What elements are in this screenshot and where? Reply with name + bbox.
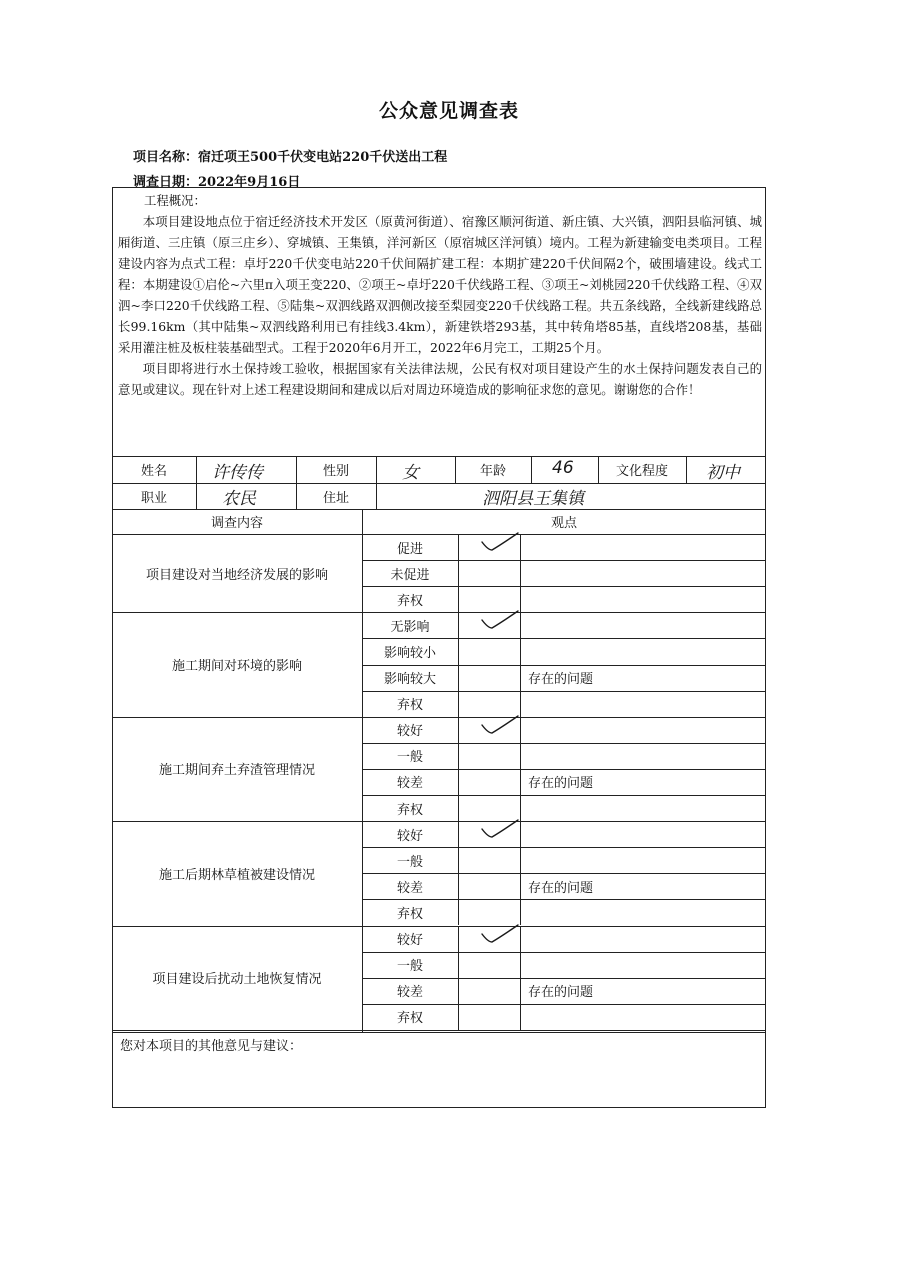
rule [531,456,532,483]
address-label: 住址 [322,490,349,506]
question-topic: 项目建设对当地经济发展的影响 [145,567,328,583]
name-value: 许传传 [212,463,263,483]
overview-paragraph-2: 项目即将进行水土保持竣工验收，根据国家有关法律法规，公民有权对项目建设产生的水土保持问题发表自己的意见或建议。现在针对上述工程建设期间和建成以后对周边环境造成的影响征求您的意见。谢谢您的合作！ [118,361,762,397]
issue-label: 存在的问题 [528,672,594,688]
other-opinions-label: 您对本项目的其他意见与建议： [120,1038,303,1054]
option-label: 较差 [396,880,423,896]
occupation-label: 职业 [140,490,167,506]
option-label: 影响较大 [383,672,436,688]
rule [112,483,766,484]
option-label: 一般 [396,750,423,766]
option-label: 较好 [396,724,423,740]
rule [112,1032,766,1033]
option-label: 一般 [396,854,423,870]
option-label: 无影响 [390,619,430,635]
option-label: 影响较小 [383,645,436,661]
option-label: 弃权 [396,1011,423,1027]
check-mark-icon [478,713,522,737]
header-content: 调查内容 [210,516,263,531]
rule [196,456,197,509]
issue-label: 存在的问题 [528,985,594,1001]
option-label: 较好 [396,828,423,844]
option-label: 较好 [396,933,423,949]
check-mark-icon [478,608,522,632]
option-label: 未促进 [390,567,430,583]
name-label: 姓名 [140,464,167,479]
rule [458,534,459,612]
option-label: 较差 [396,776,423,792]
rule [686,456,687,483]
option-label: 弃权 [396,593,423,609]
project-name: 项目名称：宿迁项王500千伏变电站220千伏送出工程 [133,150,448,165]
overview-heading: 工程概况： [144,193,206,208]
option-label: 较差 [396,985,423,1001]
option-label: 弃权 [396,698,423,714]
rule [112,1030,766,1031]
occupation-value: 农民 [222,489,256,509]
issue-label: 存在的问题 [528,880,594,896]
check-mark-icon [478,817,522,841]
question-topic: 施工期间对环境的影响 [171,658,302,674]
project-overview [118,190,762,400]
education-label: 文化程度 [615,464,668,479]
education-value: 初中 [706,463,740,483]
option-label: 一般 [396,959,423,975]
issue-label: 存在的问题 [528,776,594,792]
address-value: 泗阳县王集镇 [482,489,584,509]
age-label: 年龄 [479,464,506,479]
question-topic: 施工后期林草植被建设情况 [158,867,315,883]
question-topic: 项目建设后扰动土地恢复情况 [152,972,322,988]
header-opinion: 观点 [550,516,577,531]
check-mark-icon [478,922,522,946]
gender-label: 性别 [322,464,349,479]
check-mark-icon [478,530,522,554]
form-title: 公众意见调查表 [378,100,519,122]
overview-paragraph-1: 本项目建设地点位于宿迁经济技术开发区（原黄河街道）、宿豫区顺河街道、新庄镇、大兴镇，泗阳县临河镇、城厢街道、三庄镇（原三庄乡）、穿城镇、王集镇，洋河新区（原宿城区洋河镇）境内。工程为新建输变电类项目。工程建设内容为点式工程：卓圩220千伏变电站220千伏间隔扩建工程：本期扩建220千伏间隔2个，破围墙建设。线式工程：本期建设①启伦~六里π入项王变220、②项王~卓圩220千伏线路工程、③项王~刘桃园220千伏线路工程、④双泗~李口220千伏线路工程、⑤陆集~双泗线路双泗侧改接至梨园变220千伏线路工程。共五条线路，全线新建线路总长99.16km（其中陆集~双泗线路利用已有挂线3.4km），新建铁塔293基，其中转角塔85基，直线塔208基，基础采用灌注桩及板柱装基础型式。工程于2020年6月开工，2022年6月完工，工期25个月。 [118,214,762,355]
survey-date: 调查日期：2022年9月16日 [133,175,301,190]
option-label: 弃权 [396,802,423,818]
gender-value: 女 [402,463,419,483]
age-value: 46 [552,458,574,478]
rule [376,456,377,509]
option-label: 促进 [396,541,423,557]
option-label: 弃权 [396,906,423,922]
question-topic: 施工期间弃土弃渣管理情况 [158,763,315,779]
